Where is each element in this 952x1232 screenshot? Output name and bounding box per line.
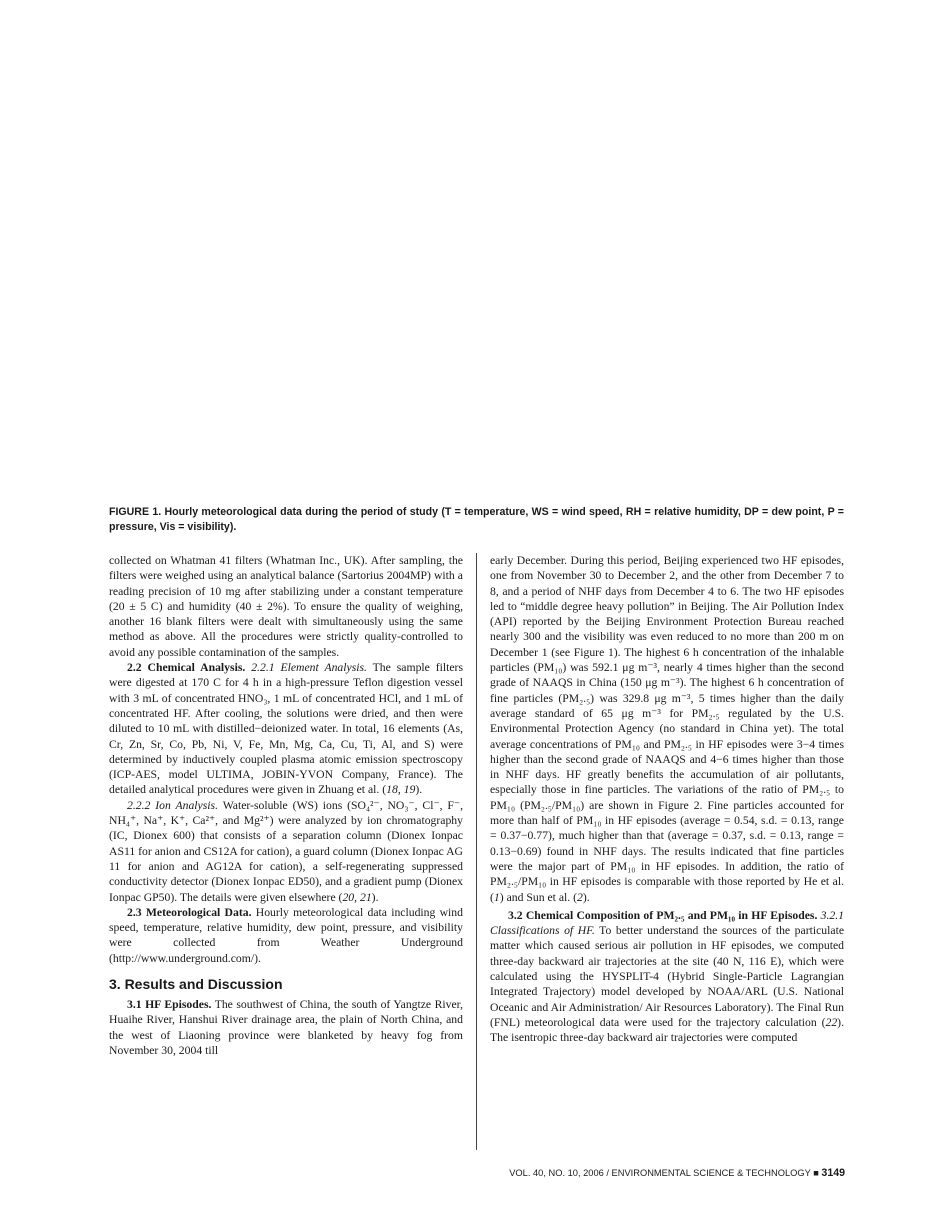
heading-hf-episodes: 3.1 HF Episodes. [127,998,212,1012]
heading-chemical-analysis: 2.2 Chemical Analysis. [127,661,246,675]
subheading-classifications: 3.2.1 Classifications of HF. [490,908,844,938]
heading-chemical-composition: 3.2 Chemical Composition of PM₂.₅ and PM₁₀ in HF Episodes. [508,908,818,922]
caption-label: FIGURE 1. [109,506,162,518]
heading-meteorological-data: 2.3 Meteorological Data. [127,905,252,919]
paragraph-ion-analysis [109,798,463,905]
section-title-results: 3. Results and Discussion [109,976,283,993]
subheading-ion-analysis: 2.2.2 Ion Analysis. [127,798,219,812]
paragraph-chemical-analysis [109,660,463,798]
citation-18[interactable]: 18 [386,783,398,797]
citation-separator: , [354,890,360,904]
citation-22[interactable]: 22 [825,1015,838,1029]
journal-info: VOL. 40, NO. 10, 2006 / ENVIRONMENTAL SCIENCE & TECHNOLOGY [509,1168,811,1178]
figure-caption [109,505,844,534]
classifications-end: ). The isentropic three-day backward air trajectories were computed [490,1015,844,1045]
citation-21[interactable]: 21 [359,890,372,904]
ion-analysis-text: Water-soluble (WS) ions (SO₄²⁻, NO₃⁻, Cl⁻, F⁻, NH₄⁺, Na⁺, K⁺, Ca²⁺, and Mg²⁺) were analyzed by ion chromatography (IC, Dionex 600) that consists of a separation column (Dionex Ionpac AS11 for anion and CS12A for cation), a guard column (Dionex Ionpac AG 11 for anion and AG12A for cation), a self-regenerating suppressed conductivity detector (Dionex Ionpac ED50), and a gradient pump (Dionex Ionpac GP50). The details were given elsewhere ( [109,798,463,904]
hf-continued-text: early December. During this period, Beijing experienced two HF episodes, one from November 30 to December 2, and the other from December 7 to 8, and a period of NHF days from December 4 to 6. The two HF episodes led to “middle degree heavy pollution” in Beijing. The Air Pollution Index (API) reported by the Beijing Environment Protection Bureau reached nearly 300 and the visibility was even reduced to no more than 200 m on December 1 (see Figure 1). The highest 6 h concentration of the inhalable particles (PM₁₀) was 592.1 μg m⁻³, nearly 4 times higher than the second grade of NAAQS in China (150 μg m⁻³). The highest 6 h concentration of fine particles (PM₂.₅) was 329.8 μg m⁻³, 5 times higher than the daily average standard of 65 μg m⁻³ for PM₂.₅ regulated by the U.S. Environmental Protection Agency (no standard in China yet). The total average concentrations of PM₁₀ and PM₂.₅ in HF episodes were 3−4 times higher than the second grade of NAAQS and 4−6 times higher than those in NHF days. HF greatly benefits the accumulation of air pollutants, especially those in fine particles. The variations of the ratio of PM₂.₅ to PM₁₀ (PM₂.₅/PM₁₀) are shown in Figure 2. Fine particles accounted for more than half of PM₁₀ in HF episodes (average = 0.54, s.d. = 0.13, range = 0.37−0.77), much higher than that (average = 0.37, s.d. = 0.13, range = 0.13−0.69) found in NHF days. The results indicated that fine particles were the major part of PM₁₀ in HF episodes. In addition, the ratio of PM₂.₅/PM₁₀ in HF episodes is comparable with those reported by He et al. ( [490,554,844,904]
citation-2[interactable]: 2 [577,890,583,904]
paragraph-chemical-composition [490,908,844,1046]
caption-text: Hourly meteorological data during the period of study (T = temperature, WS = wind speed, RH = relative humidity, DP = dew point, P = pressure, Vis = visibility). [109,506,844,533]
subheading-element-analysis: 2.2.1 Element Analysis. [251,661,367,675]
citation-20[interactable]: 20 [342,890,355,904]
citation-middle-text: ) and Sun et al. ( [499,890,577,904]
paragraph-meteorological-data [109,905,463,966]
paragraph-hf-episodes [109,997,463,1058]
hf-episodes-text: The southwest of China, the south of Yangtze River, Huaihe River, Hanshui River drainage area, the plain of North China, and the west of Liaoning province were blanketed by heavy fog from November 30, 2004 till [109,998,464,1057]
citation-close: ). [582,890,590,904]
element-analysis-text: The sample filters were digested at 170 C for 4 h in a high-pressure Teflon digestion vessel with 3 mL of concentrated HNO₃, 1 mL of concentrated HCl, and 1 mL of concentrated HF. After cooling, the solutions were dried, and then were diluted to 10 mL with distilled−deionized water. In total, 16 elements (As, Cr, Zn, Sr, Co, Pb, Ni, V, Fe, Mn, Mg, Ca, Cu, Ti, Al, and S) were determined by inductively coupled plasma atomic emission spectroscopy (ICP-AES, model ULTIMA, JOBIN-YVON Company, France). The detailed analytical procedures were given in Zhuang et al. ( [109,661,464,797]
figure-1-placeholder [109,40,844,495]
column-divider [476,553,477,1150]
citation-close: ). [415,783,423,797]
paragraph-sampling: collected on Whatman 41 filters (Whatman Inc., UK). After sampling, the filters were weighed using an analytical balance (Sartorius 2004MP) with a reading precision of 10 mg after stabilizing under a constant temperature (20 ± 5 C) and humidity (40 ± 2%). To ensure the quality of weighing, another 16 blank filters were dealt with simultaneously using the same method as above. All the procedures were strictly quality-controlled to avoid any possible contamination of the samples. [109,554,463,659]
citation-close: ). [371,890,379,904]
citation-19[interactable]: 19 [403,783,416,797]
page-footer [480,1167,845,1179]
classifications-text: To better understand the sources of the particulate matter which caused serious air pollution in HF episodes, we computed three-day backward air trajectories at the site (40 N, 116 E), which were calculated using the HYSPLIT-4 (Hybrid Single-Particle Lagrangian Integrated Trajectory) model developed by NOAA/ARL (U.S. National Oceanic and Air Administration/ Air Resources Laboratory). The Final Run (FNL) meteorological data were used for the trajectory calculation ( [490,924,845,1029]
citation-separator: , [397,783,404,797]
page-number: 3149 [821,1167,845,1179]
meteorological-data-text: Hourly meteorological data including wind speed, temperature, relative humidity, dew point, pressure, and visibility were collected from Weather Underground (http://www.underground.com/). [109,905,463,965]
right-column [490,553,844,1046]
left-column [109,553,463,1058]
citation-1[interactable]: 1 [493,890,500,904]
footer-bullet-icon: ■ [813,1168,819,1178]
paragraph-hf-continued [490,553,844,905]
